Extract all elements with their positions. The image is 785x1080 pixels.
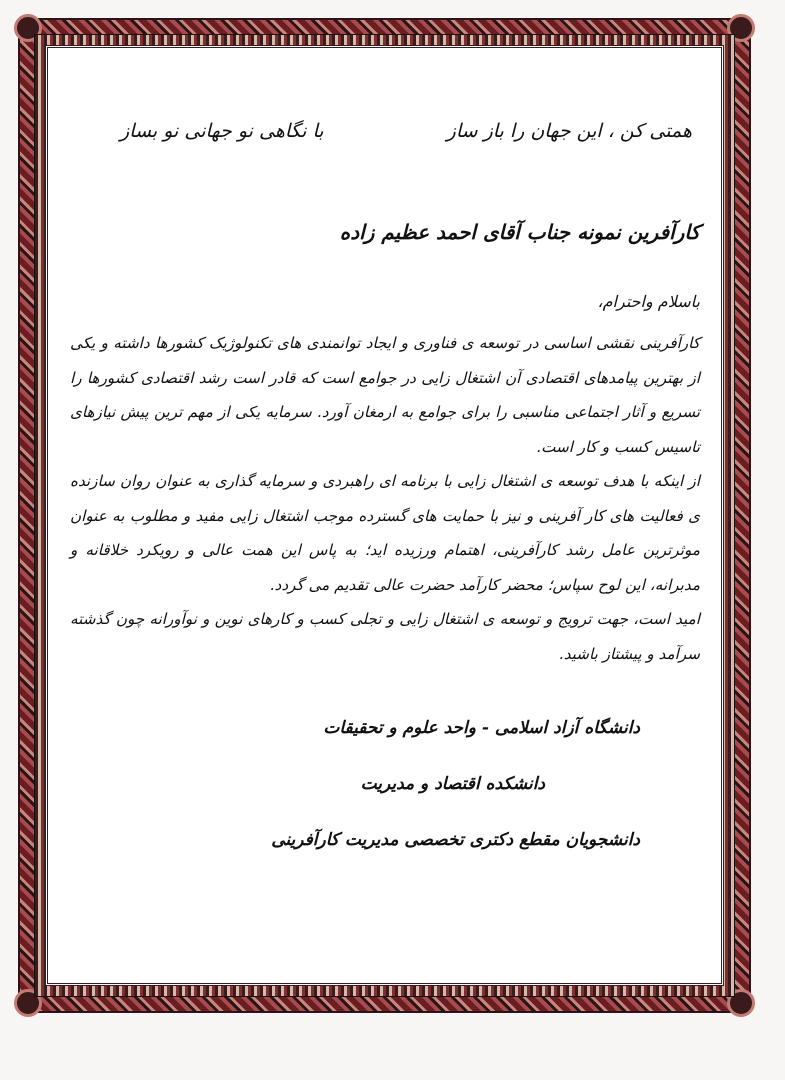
signature-line-students: دانشجویان مقطع دکتری تخصصی مدیریت کارآفرینی <box>271 830 640 850</box>
certificate-content <box>70 90 700 970</box>
greeting: باسلام واحترام، <box>597 292 700 311</box>
poem <box>70 120 700 154</box>
signature-line-university: دانشگاه آزاد اسلامی - واحد علوم و تحقیقات <box>323 718 640 738</box>
signature-line-faculty: دانشکده اقتصاد و مدیریت <box>360 774 545 794</box>
poem-line-2: با نگاهی نو جهانی نو بساز <box>120 120 324 142</box>
certificate-body <box>70 326 700 671</box>
signature-block <box>271 700 640 868</box>
certificate-heading: کارآفرین نمونه جناب آقای احمد عظیم زاده <box>339 220 700 244</box>
paragraph-1: کارآفرینی نقشی اساسی در توسعه ی فناوری و ایجاد توانمندی های تکنولوژیک کشورها داشته و یکی از بهترین پیامدهای اقتصادی آن اشتغال زایی در جوامع است که قادر است رشد اقتصادی کشورها را تسریع و آثار اجتماعی مناسبی را برای جوامع به ارمغان آورد. سرمایه یکی از مهم ترین پیش نیازهای تاسیس کسب و کار است. <box>70 334 700 456</box>
paragraph-2: از اینکه با هدف توسعه ی اشتغال زایی با برنامه ای راهبردی و سرمایه گذاری به عنوان روان سازنده ی فعالیت های کار آفرینی و نیز با حمایت های گسترده موجب اشتغال زایی مفید و مطلوب به عنوان موثرترین عامل رشد کارآفرینی، اهتمام ورزیده اید؛ به پاس این همت عالی و رویکرد خلاقانه و مدبرانه، این لوح سپاس؛ محضر کارآمد حضرت عالی تقدیم می گردد. <box>70 472 700 594</box>
paragraph-3: امید است، جهت ترویج و توسعه ی اشتغال زایی و تجلی کسب و کارهای نوین و نوآورانه چون گذشته سرآمد و پیشتاز باشید. <box>70 610 700 663</box>
poem-line-1: همتی کن ، این جهان را باز ساز <box>446 120 692 142</box>
